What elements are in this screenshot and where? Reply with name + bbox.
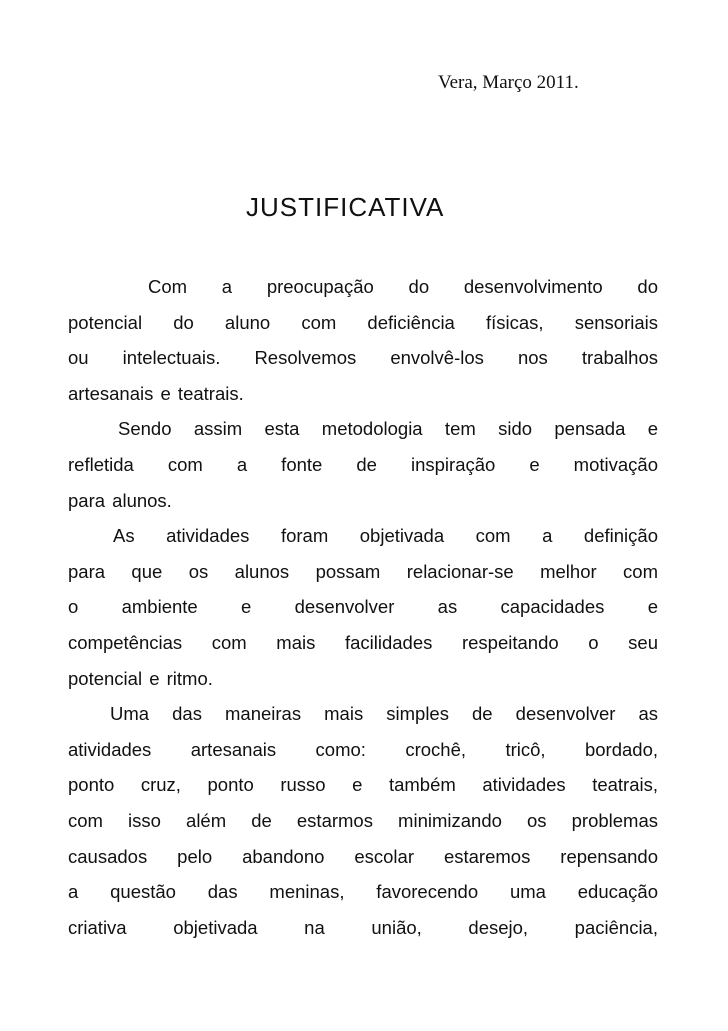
text-line: potencial do aluno com deficiência físicas, sensoriais (68, 311, 658, 333)
text-line: Com a preocupação do desenvolvimento do (148, 276, 658, 297)
date-line: Vera, Março 2011. (438, 72, 579, 93)
text-line: a questão das meninas, favorecendo uma educação (68, 881, 658, 903)
text-line: potencial e ritmo. (68, 667, 213, 689)
text-line: refletida com a fonte de inspiração e motivação (68, 453, 658, 475)
text-line: Uma das maneiras mais simples de desenvolver as (110, 703, 658, 725)
text-line: o ambiente e desenvolver as capacidades e (68, 596, 658, 618)
text-line: ponto cruz, ponto russo e também atividades teatrais, (68, 774, 658, 796)
text-line: Sendo assim esta metodologia tem sido pensada e (118, 418, 658, 440)
text-line: com isso além de estarmos minimizando os problemas (68, 809, 658, 831)
text-line: As atividades foram objetivada com a definição (113, 525, 658, 547)
text-line: artesanais e teatrais. (68, 382, 244, 404)
text-line: atividades artesanais como: crochê, tricô, bordado, (68, 738, 658, 760)
text-line: ou intelectuais. Resolvemos envolvê-los nos trabalhos (68, 347, 658, 369)
text-line: criativa objetivada na união, desejo, paciência, (68, 916, 658, 938)
text-line: para que os alunos possam relacionar-se melhor com (68, 560, 658, 582)
text-line: para alunos. (68, 489, 172, 511)
text-line: competências com mais facilidades respeitando o seu (68, 631, 658, 653)
text-line: causados pelo abandono escolar estaremos repensando (68, 845, 658, 867)
document-body (68, 276, 658, 952)
page-title: JUSTIFICATIVA (246, 192, 445, 222)
